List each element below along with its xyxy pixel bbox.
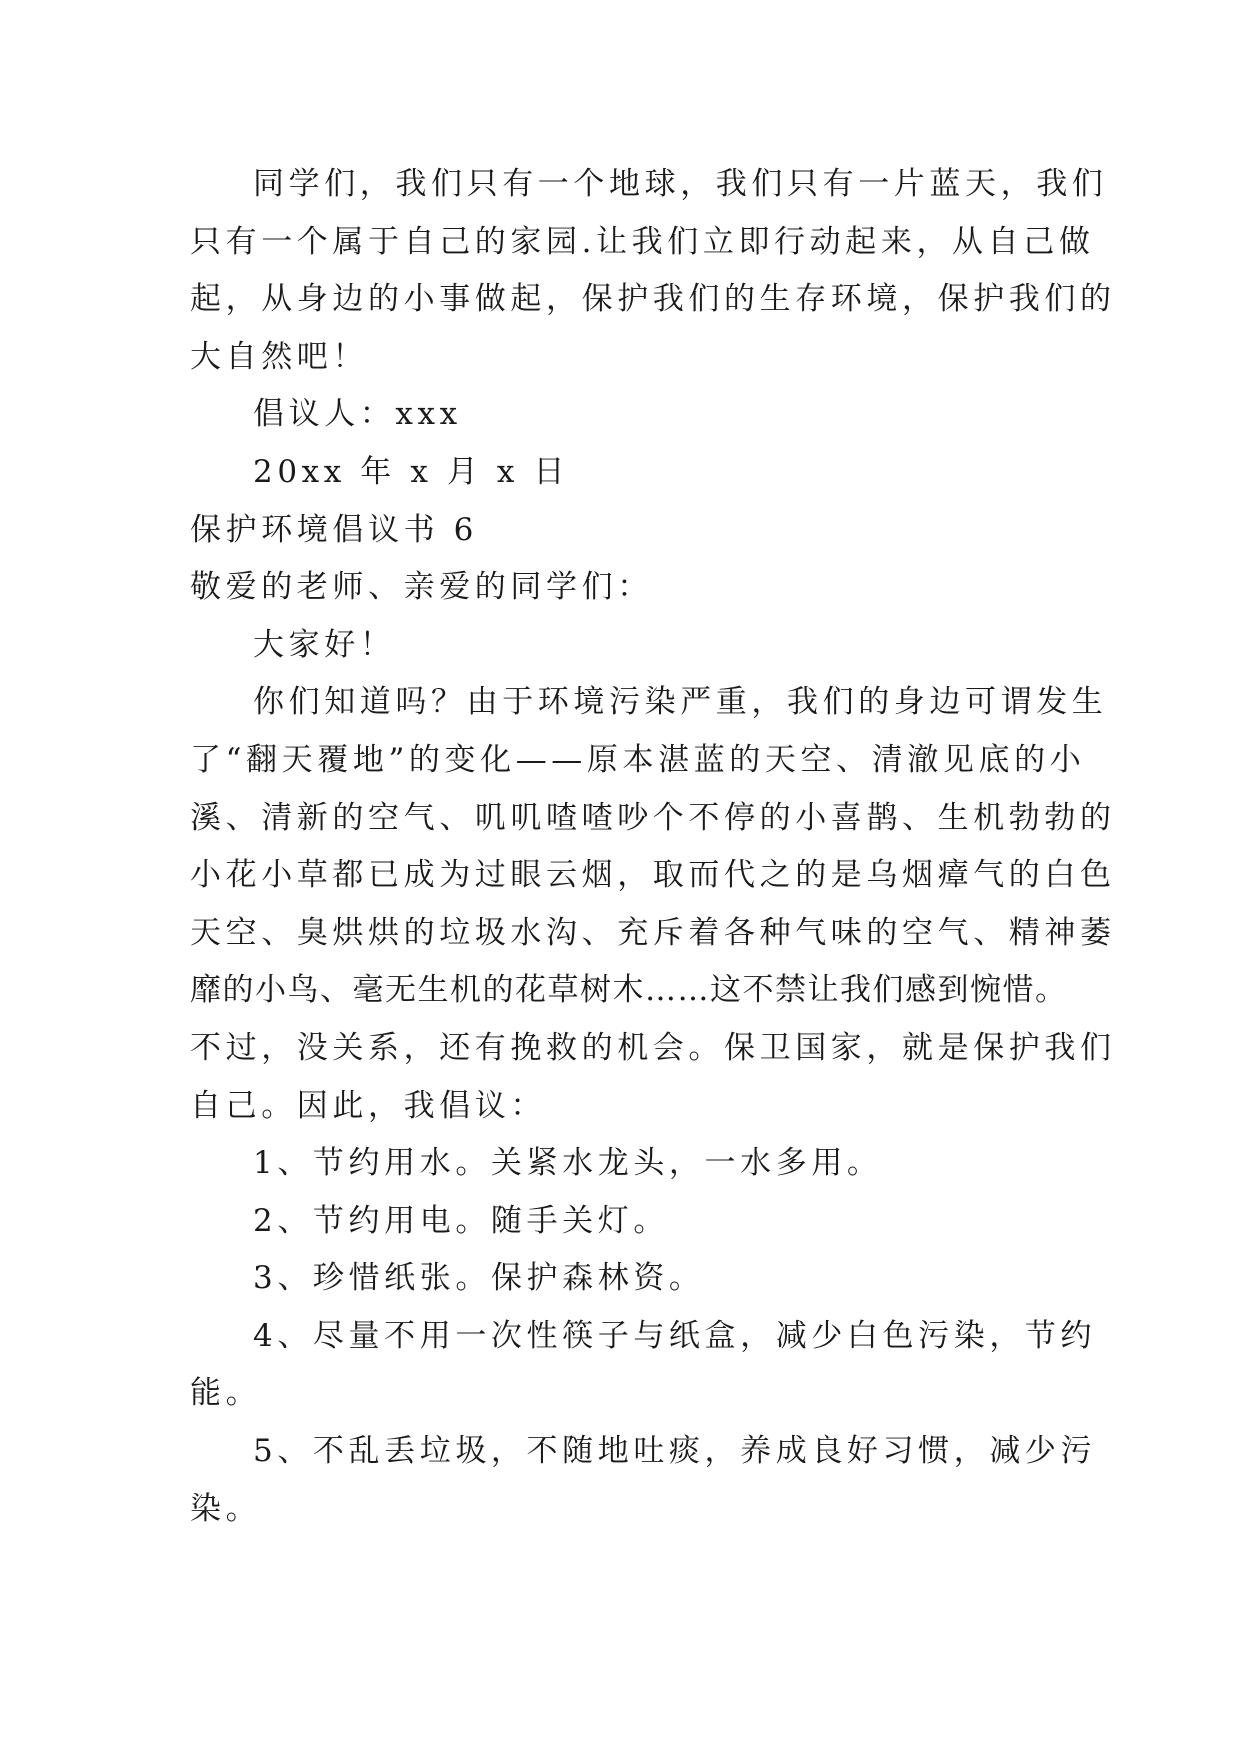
paragraph-line: 只有一个属于自己的家园.让我们立即行动起来，从自己做: [190, 223, 1095, 260]
list-item: 2、节约用电。随手关灯。: [253, 1202, 669, 1239]
signature-line: 倡议人：xxx: [253, 396, 462, 433]
section-title: 保护环境倡议书 6: [190, 511, 478, 548]
date-line: 20xx 年 x 月 x 日: [253, 453, 570, 490]
paragraph-line: 大自然吧！: [190, 338, 368, 375]
paragraph-line: 小花小草都已成为过眼云烟，取而代之的是乌烟瘴气的白色: [190, 857, 1116, 894]
paragraph-line: 了“翻天覆地”的变化——原本湛蓝的天空、清澈见底的小: [190, 741, 1086, 778]
salutation: 敬爱的老师、亲爱的同学们：: [190, 569, 653, 606]
list-item: 3、珍惜纸张。保护森林资。: [253, 1260, 705, 1297]
greeting: 大家好！: [253, 626, 396, 663]
paragraph-line: 你们知道吗？由于环境污染严重，我们的身边可谓发生: [253, 684, 1108, 721]
list-item-continuation: 能。: [190, 1375, 262, 1412]
paragraph-line: 靡的小鸟、毫无生机的花草树木……这不禁让我们感到惋惜。: [190, 972, 1068, 1009]
paragraph-line: 不过，没关系，还有挽救的机会。保卫国家，就是保护我们: [190, 1029, 1116, 1066]
paragraph-line: 自己。因此，我倡议：: [190, 1087, 546, 1124]
list-item-continuation: 染。: [190, 1490, 262, 1527]
list-item: 1、节约用水。关紧水龙头，一水多用。: [253, 1145, 883, 1182]
list-item: 5、不乱丢垃圾，不随地吐痰，养成良好习惯，减少污: [253, 1433, 1097, 1470]
paragraph-line: 起，从身边的小事做起，保护我们的生存环境，保护我们的: [190, 281, 1116, 318]
paragraph-line: 溪、清新的空气、叽叽喳喳吵个不停的小喜鹊、生机勃勃的: [190, 799, 1116, 836]
paragraph-line: 天空、臭烘烘的垃圾水沟、充斥着各种气味的空气、精神萎: [190, 914, 1116, 951]
list-item: 4、尽量不用一次性筷子与纸盒，减少白色污染，节约: [253, 1317, 1097, 1354]
paragraph-line: 同学们，我们只有一个地球，我们只有一片蓝天，我们: [253, 166, 1108, 202]
document-page: [190, 156, 1116, 1538]
